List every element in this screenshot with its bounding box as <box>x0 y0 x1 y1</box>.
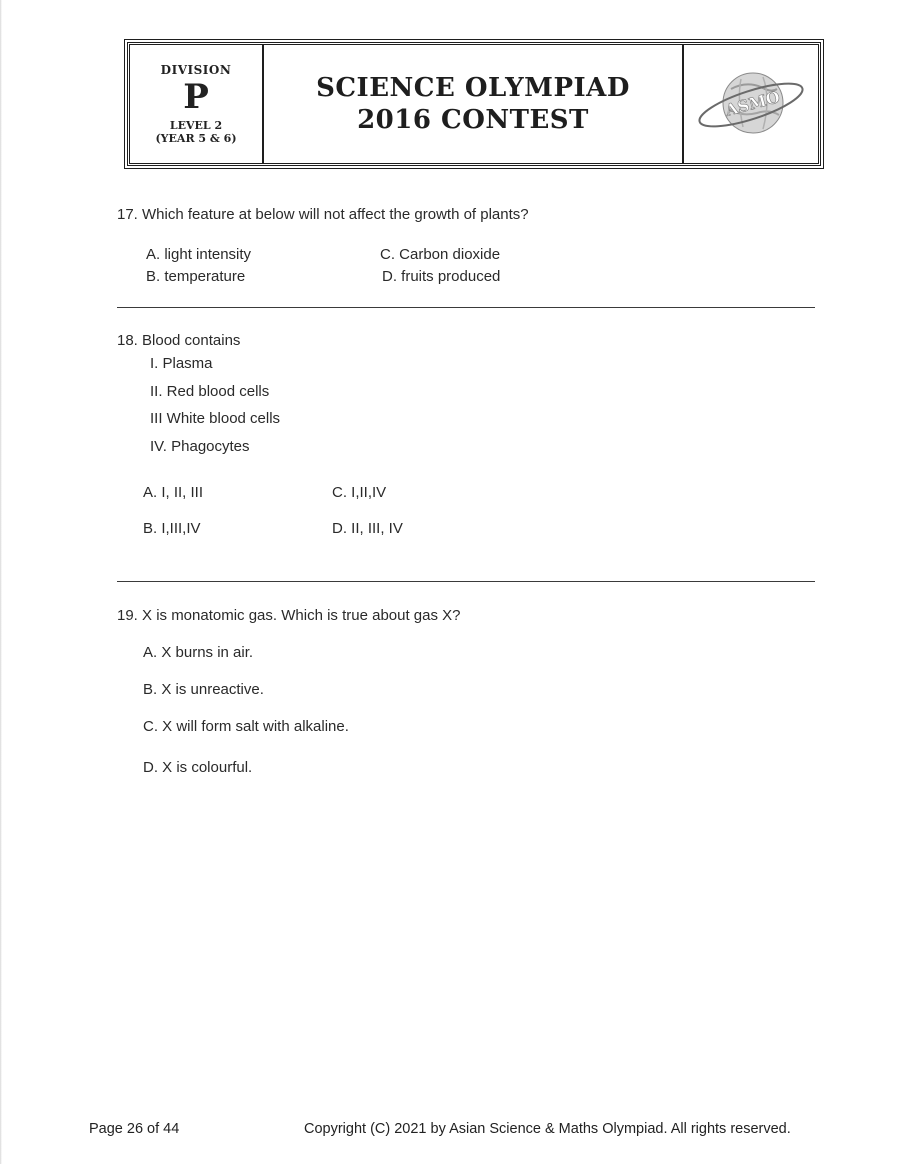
contest-year: 2016 CONTEST <box>357 105 589 135</box>
q17-option-d: D. fruits produced <box>382 268 501 285</box>
q19-option-c: C. X will form salt with alkaline. <box>143 718 349 735</box>
q18-option-c: C. I,II,IV <box>332 484 387 501</box>
q18-option-a: A. I, II, III <box>143 484 204 501</box>
q18-item-3: III White blood cells <box>150 410 281 427</box>
q19-option-b: B. X is unreactive. <box>143 681 264 698</box>
division-letter: P <box>183 77 209 117</box>
logo-box <box>684 45 818 163</box>
division-label: DIVISION <box>160 63 232 77</box>
years-label: (YEAR 5 & 6) <box>155 132 237 145</box>
q17-option-c: C. Carbon dioxide <box>380 246 501 263</box>
copyright-notice: Copyright (C) 2021 by Asian Science & Maths Olympiad. All rights reserved. <box>304 1121 791 1137</box>
contest-header <box>127 42 821 166</box>
q18-item-2: II. Red blood cells <box>150 383 270 400</box>
page-number: Page 26 of 44 <box>89 1121 180 1137</box>
divider-2 <box>117 581 815 582</box>
contest-title: SCIENCE OLYMPIAD <box>316 73 630 103</box>
level-label: LEVEL 2 <box>169 119 223 132</box>
q18-item-4: IV. Phagocytes <box>150 438 250 455</box>
title-box <box>264 45 684 163</box>
q17-option-a: A. light intensity <box>146 246 252 263</box>
logo-text: ASMO <box>723 87 782 120</box>
divider-1 <box>117 307 815 308</box>
q18-option-b: B. I,III,IV <box>143 520 201 537</box>
q18-item-1: I. Plasma <box>150 355 213 372</box>
asmo-globe-logo <box>691 59 811 149</box>
q17-question: 17. Which feature at below will not affect the growth of plants? <box>117 206 529 223</box>
scan-edge <box>0 0 2 1164</box>
q19-option-a: A. X burns in air. <box>143 644 254 661</box>
q18-option-d: D. II, III, IV <box>332 520 403 537</box>
q17-option-b: B. temperature <box>146 268 246 285</box>
q19-question: 19. X is monatomic gas. Which is true about gas X? <box>117 607 461 624</box>
division-box <box>130 45 264 163</box>
q18-question: 18. Blood contains <box>117 332 241 349</box>
q19-option-d: D. X is colourful. <box>143 759 253 776</box>
